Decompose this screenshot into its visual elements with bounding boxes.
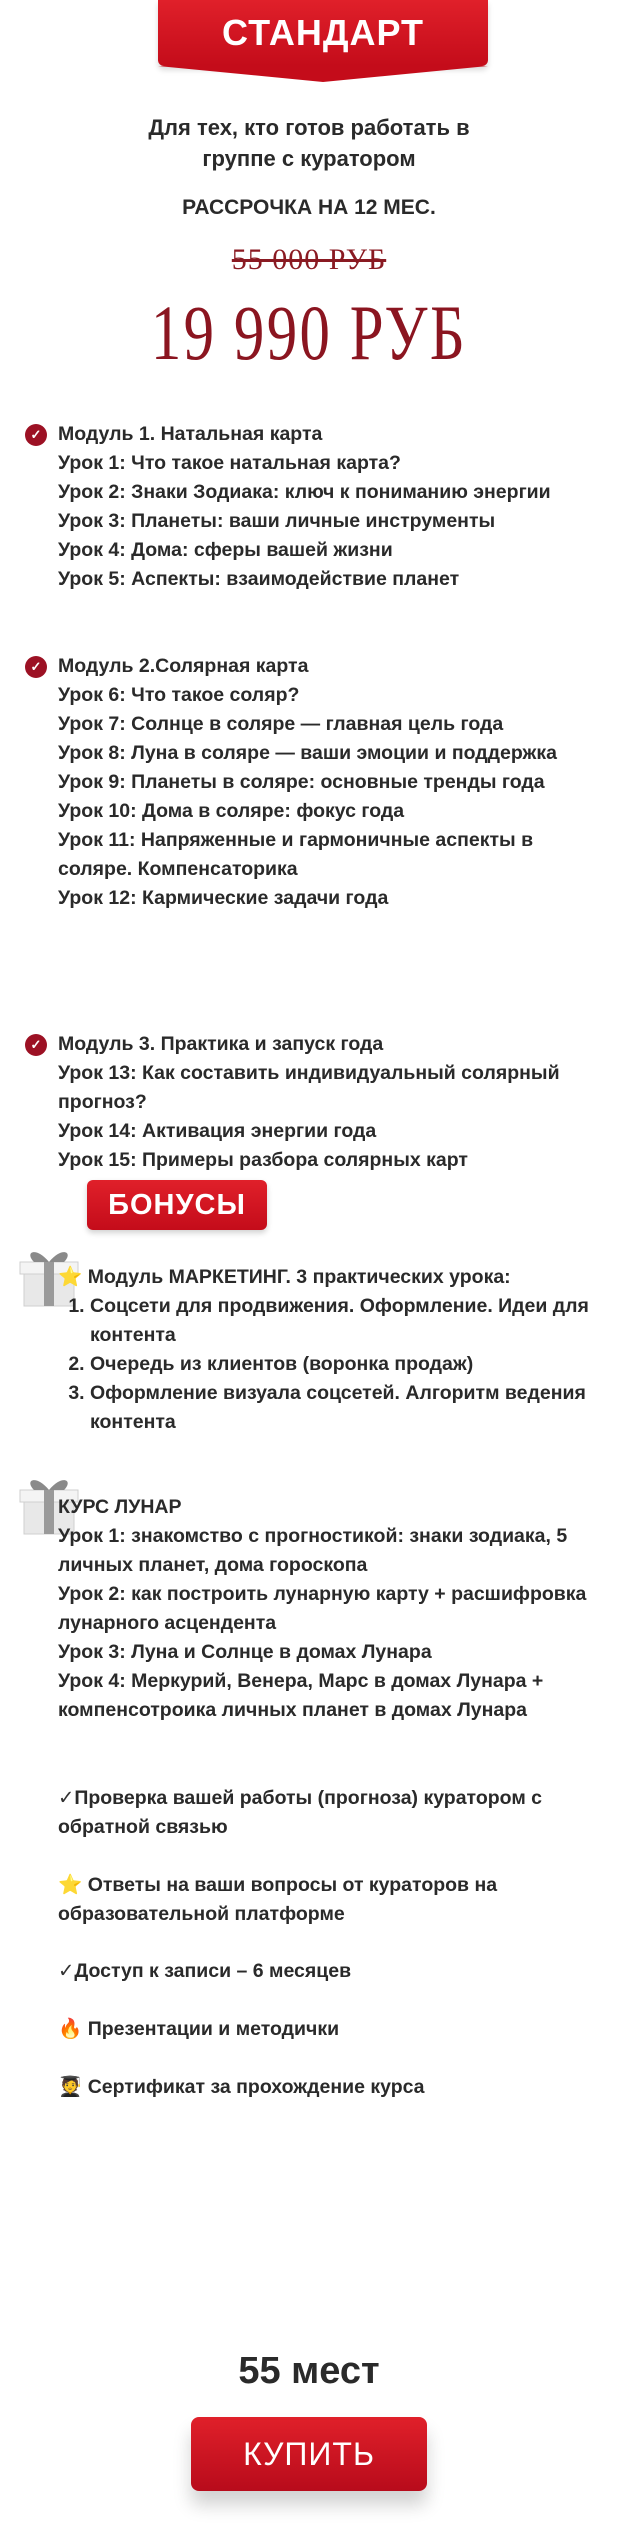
feature-certificate: 🧑‍🎓 Сертификат за прохождение курса	[58, 2075, 425, 2098]
bonuses-badge: БОНУСЫ	[87, 1180, 267, 1230]
checkmark-icon: ✓	[58, 1786, 75, 1809]
lesson-item: Урок 6: Что такое соляр?	[58, 684, 300, 706]
tier-badge: СТАНДАРТ	[158, 0, 488, 66]
list-item: 1. Соцсети для продвижения. Оформление. Идеи для контента	[90, 1292, 598, 1350]
bonus-list	[58, 1292, 598, 1437]
feature-presentations: 🔥 Презентации и методички	[58, 2017, 340, 2040]
module-3	[30, 1030, 598, 1175]
lesson-item: Урок 13: Как составить индивидуальный солярный прогноз?	[58, 1062, 560, 1113]
lesson-item: Урок 1: Что такое натальная карта?	[58, 452, 401, 474]
module-title: ✓ Модуль 3. Практика и запуск года	[58, 1030, 598, 1059]
fire-icon: 🔥	[58, 2017, 83, 2040]
lesson-item: Урок 4: Меркурий, Венера, Марс в домах Лунара + компенсотроика личных планет в домах Лунара	[58, 1670, 544, 1721]
lesson-item: Урок 1: знакомство с прогностикой: знаки зодиака, 5 личных планет, дома гороскопа	[58, 1525, 568, 1576]
lesson-item: Урок 2: как построить лунарную карту + расшифровка лунарного асцендента	[58, 1583, 587, 1634]
feature-access: ✓Доступ к записи – 6 месяцев	[58, 1959, 352, 1982]
bonus-title: ⭐ Модуль МАРКЕТИНГ. 3 практических урока:	[58, 1265, 511, 1288]
module-1	[30, 420, 598, 594]
bonus-lunar-course	[58, 1493, 598, 1725]
check-circle-icon: ✓	[25, 656, 47, 678]
lesson-item: Урок 14: Активация энергии года	[58, 1120, 377, 1142]
bonus-marketing	[58, 1262, 598, 1437]
lesson-item: Урок 3: Луна и Солнце в домах Лунара	[58, 1641, 432, 1663]
lesson-item: Урок 2: Знаки Зодиака: ключ к пониманию энергии	[58, 481, 551, 503]
lesson-item: Урок 15: Примеры разбора солярных карт	[58, 1149, 468, 1171]
lesson-item: Урок 3: Планеты: ваши личные инструменты	[58, 510, 496, 532]
lesson-item: Урок 7: Солнце в соляре — главная цель года	[58, 713, 504, 735]
feature-answers: ⭐ Ответы на ваши вопросы от кураторов на образовательной платформе	[58, 1873, 498, 1925]
graduate-icon: 🧑‍🎓	[58, 2075, 83, 2098]
lesson-item: Урок 11: Напряженные и гармоничные аспекты в соляре. Компенсаторика	[58, 829, 534, 880]
module-title: ✓ Модуль 1. Натальная карта	[58, 420, 598, 449]
installment-label: РАССРОЧКА НА 12 МЕС.	[182, 196, 436, 219]
checkmark-icon: ✓	[58, 1959, 75, 1982]
feature-review: ✓Проверка вашей работы (прогноза) куратором с обратной связью	[58, 1786, 543, 1838]
module-2	[30, 652, 598, 913]
lesson-item: Урок 9: Планеты в соляре: основные тренды года	[58, 771, 545, 793]
module-title: ✓ Модуль 2.Солярная карта	[58, 652, 598, 681]
bonus-title: КУРС ЛУНАР	[58, 1496, 182, 1518]
list-item: 2. Очередь из клиентов (воронка продаж)	[90, 1350, 598, 1379]
lesson-item: Урок 12: Кармические задачи года	[58, 887, 389, 909]
subtitle-line: Для тех, кто готов работать в	[148, 115, 470, 140]
check-circle-icon: ✓	[25, 424, 47, 446]
lesson-item: Урок 8: Луна в соляре — ваши эмоции и поддержка	[58, 742, 557, 764]
buy-button[interactable]: КУПИТЬ	[191, 2417, 427, 2491]
lesson-item: Урок 10: Дома в соляре: фокус года	[58, 800, 405, 822]
new-price: 19 990 РУБ	[150, 289, 468, 376]
lesson-item: Урок 4: Дома: сферы вашей жизни	[58, 539, 393, 561]
seats-count: 55 мест	[238, 2350, 380, 2392]
old-price: 55 000 РУБ	[231, 243, 387, 276]
star-icon: ⭐	[58, 1873, 83, 1896]
tier-badge-ribbon	[158, 66, 488, 82]
list-item: 3. Оформление визуала соцсетей. Алгоритм ведения контента	[90, 1379, 598, 1437]
star-icon: ⭐	[58, 1265, 83, 1288]
tier-subtitle	[0, 112, 618, 174]
subtitle-line: группе с куратором	[202, 146, 416, 171]
lesson-item: Урок 5: Аспекты: взаимодействие планет	[58, 568, 460, 590]
check-circle-icon: ✓	[25, 1034, 47, 1056]
